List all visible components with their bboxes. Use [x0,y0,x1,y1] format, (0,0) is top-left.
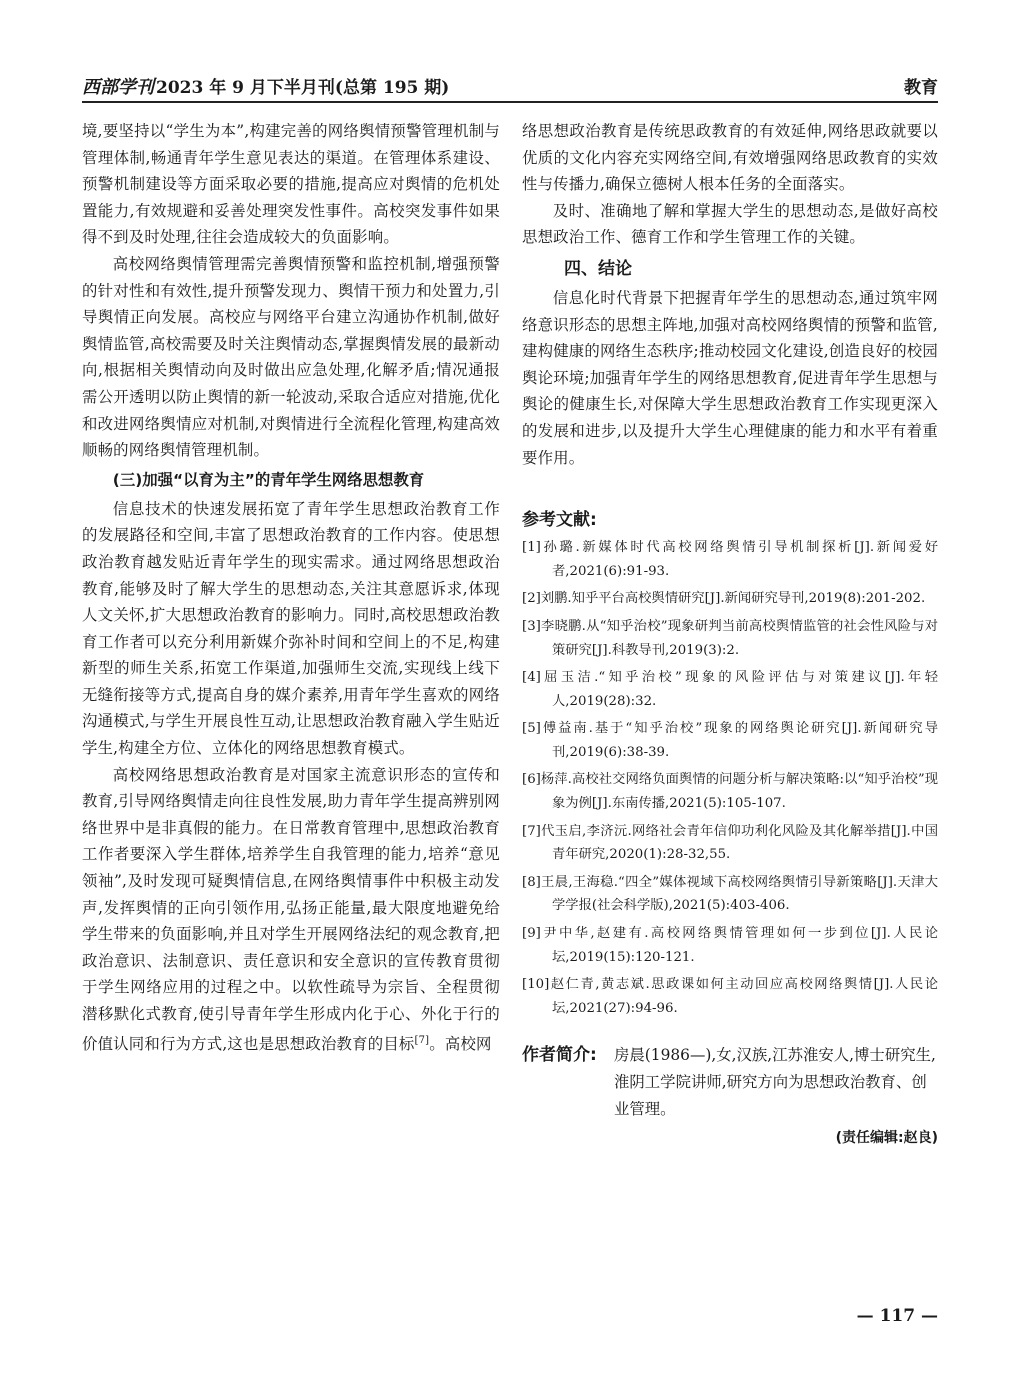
citation-7: [7] [414,1034,430,1046]
references-title: 参考文献: [522,510,597,531]
reference-item: [10]赵仁青,黄志斌.思政课如何主动回应高校网络舆情[J].人民论坛,2021(27):94-96. [522,977,938,1016]
journal-logo: 西部学刊 [82,77,154,98]
reference-item: [2]刘鹏.知乎平台高校舆情研究[J].新闻研究导刊,2019(8):201-202. [522,591,926,607]
right-column [522,118,938,1147]
reference-item: [8]王晨,王海稳.“四全”媒体视域下高校网络舆情引导新策略[J].天津大学学报(社会科学版),2021(5):403-406. [522,874,938,914]
paragraph-2: 高校网络舆情管理需完善舆情预警和监控机制,增强预警的针对性和有效性,提升预警发现力、舆情干预力和处置力,引导舆情正向发展。高校应与网络平台建立沟通协作机制,做好舆情监管,高校需要及时关注舆情动态,掌握舆情发展的最新动向,根据相关舆情动向及时做出应急处理,化解矛盾;情况通报需公开透明以防止舆情的新一轮波动,采取合适应对措施,优化和改进网络舆情应对机制,对舆情进行全流程化管理,构建高效顺畅的网络舆情管理机制。 [82,254,500,460]
paragraph-3: 信息技术的快速发展拓宽了青年学生思想政治教育工作的发展路径和空间,丰富了思想政治教育的工作内容。使思想政治教育越发贴近青年学生的现实需求。通过网络思想政治教育,能够及时了解大学生的思想动态,关注其意愿诉求,体现人文关怀,扩大思想政治教育的影响力。同时,高校思想政治教育工作者可以充分利用新媒介弥补时间和空间上的不足,构建新型的师生关系,拓宽工作渠道,加强师生交流,实现线上线下无缝衔接等方式,提高自身的媒介素养,用青年学生喜欢的网络沟通模式,与学生开展良性互动,让思想政治教育融入学生贴近学生,构建全方位、立体化的网络思想教育模式。 [82,499,500,758]
responsible-editor: (责任编辑:赵良) [835,1130,938,1147]
paragraph-5: 络思想政治教育是传统思政教育的有效延伸,网络思政就要以优质的文化内容充实网络空间,有效增强网络思政教育的实效性与传播力,确保立德树人根本任务的全面落实。 [522,122,938,194]
journal-info [82,73,449,99]
author-bio [522,1042,938,1123]
section-heading-conclusion: 四、结论 [564,258,632,279]
reference-item: [3]李晓鹏.从“知乎治校”现象研判当前高校舆情监管的社会性风险与对策研究[J].科教导刊,2019(3):2. [522,618,938,658]
page-header [82,68,938,102]
left-column [82,118,500,1057]
paragraph-4-tail: 。高校网 [429,1034,492,1053]
reference-item: [6]杨萍.高校社交网络负面舆情的问题分析与解决策略:以“知乎治校”现象为例[J].东南传播,2021(5):105-107. [522,772,938,812]
paragraph-4 [82,762,500,1058]
reference-item: [1]孙璐.新媒体时代高校网络舆情引导机制探析[J].新闻爱好者,2021(6):91-93. [522,540,938,579]
header-divider [82,101,938,103]
section-label: 教育 [904,78,938,98]
paragraph-6: 及时、准确地了解和掌握大学生的思想动态,是做好高校思想政治工作、德育工作和学生管理工作的关键。 [522,201,938,247]
author-bio-text: 房晨(1986—),女,汉族,江苏淮安人,博士研究生,淮阴工学院讲师,研究方向为思想政治教育、创业管理。 [614,1046,936,1119]
page-number: — 117 — [856,1306,938,1326]
paragraph-1: 境,要坚持以“学生为本”,构建完善的网络舆情预警管理机制与管理体制,畅通青年学生意见表达的渠道。在管理体系建设、预警机制建设等方面采取必要的措施,提高应对舆情的危机处置能力,有效规避和妥善处理突发性事件。高校突发事件如果得不到及时处理,往往会造成较大的负面影响。 [82,122,500,247]
subsection-heading-3: (三)加强“以育为主”的青年学生网络思想教育 [112,470,425,489]
paragraph-7: 信息化时代背景下把握青年学生的思想动态,通过筑牢网络意识形态的思想主阵地,加强对高校网络舆情的预警和监管,建构健康的网络生态秩序;推动校园文化建设,创造良好的校园舆论环境;加强青年学生的网络思想教育,促进青年学生思想与舆论的健康生长,对保障大学生思想政治教育工作实现更深入的发展和进步,以及提升大学生心理健康的能力和水平有着重要作用。 [522,288,938,467]
reference-item: [4]屈玉洁.“知乎治校”现象的风险评估与对策建议[J].年轻人,2019(28):32. [522,670,938,709]
author-bio-label: 作者简介: [522,1045,597,1066]
paragraph-4-text: 高校网络思想政治教育是对国家主流意识形态的宣传和教育,引导网络舆情走向往良性发展,助力青年学生提高辨别网络世界中是非真假的能力。在日常教育管理中,思想政治教育工作者要深入学生群体,培养学生自我管理的能力,培养“意见领袖”,及时发现可疑舆情信息,在网络舆情事件中积极主动发声,发挥舆情的正向引领作用,弘扬正能量,最大限度地避免给学生带来的负面影响,并且对学生开展网络法纪的观念教育,把政治意识、法制意识、责任意识和安全意识的宣传教育贯彻于学生网络应用的过程之中。以软性疏导为宗旨、全程贯彻潜移默化式教育,使引导青年学生形成内化于心、外化于行的价值认同和行为方式,这也是思想政治教育的目标 [82,765,500,1053]
reference-item: [5]傅益南.基于“知乎治校”现象的网络舆论研究[J].新闻研究导刊,2019(6):38-39. [522,721,938,760]
reference-item: [9]尹中华,赵建有.高校网络舆情管理如何一步到位[J].人民论坛,2019(15):120-121. [522,926,938,965]
references-list [522,536,938,1020]
issue-label: 2023 年 9 月下半月刊(总第 195 期) [156,78,450,98]
reference-item: [7]代玉启,李济沅.网络社会青年信仰功利化风险及其化解举措[J].中国青年研究,2020(1):28-32,55. [522,823,938,863]
